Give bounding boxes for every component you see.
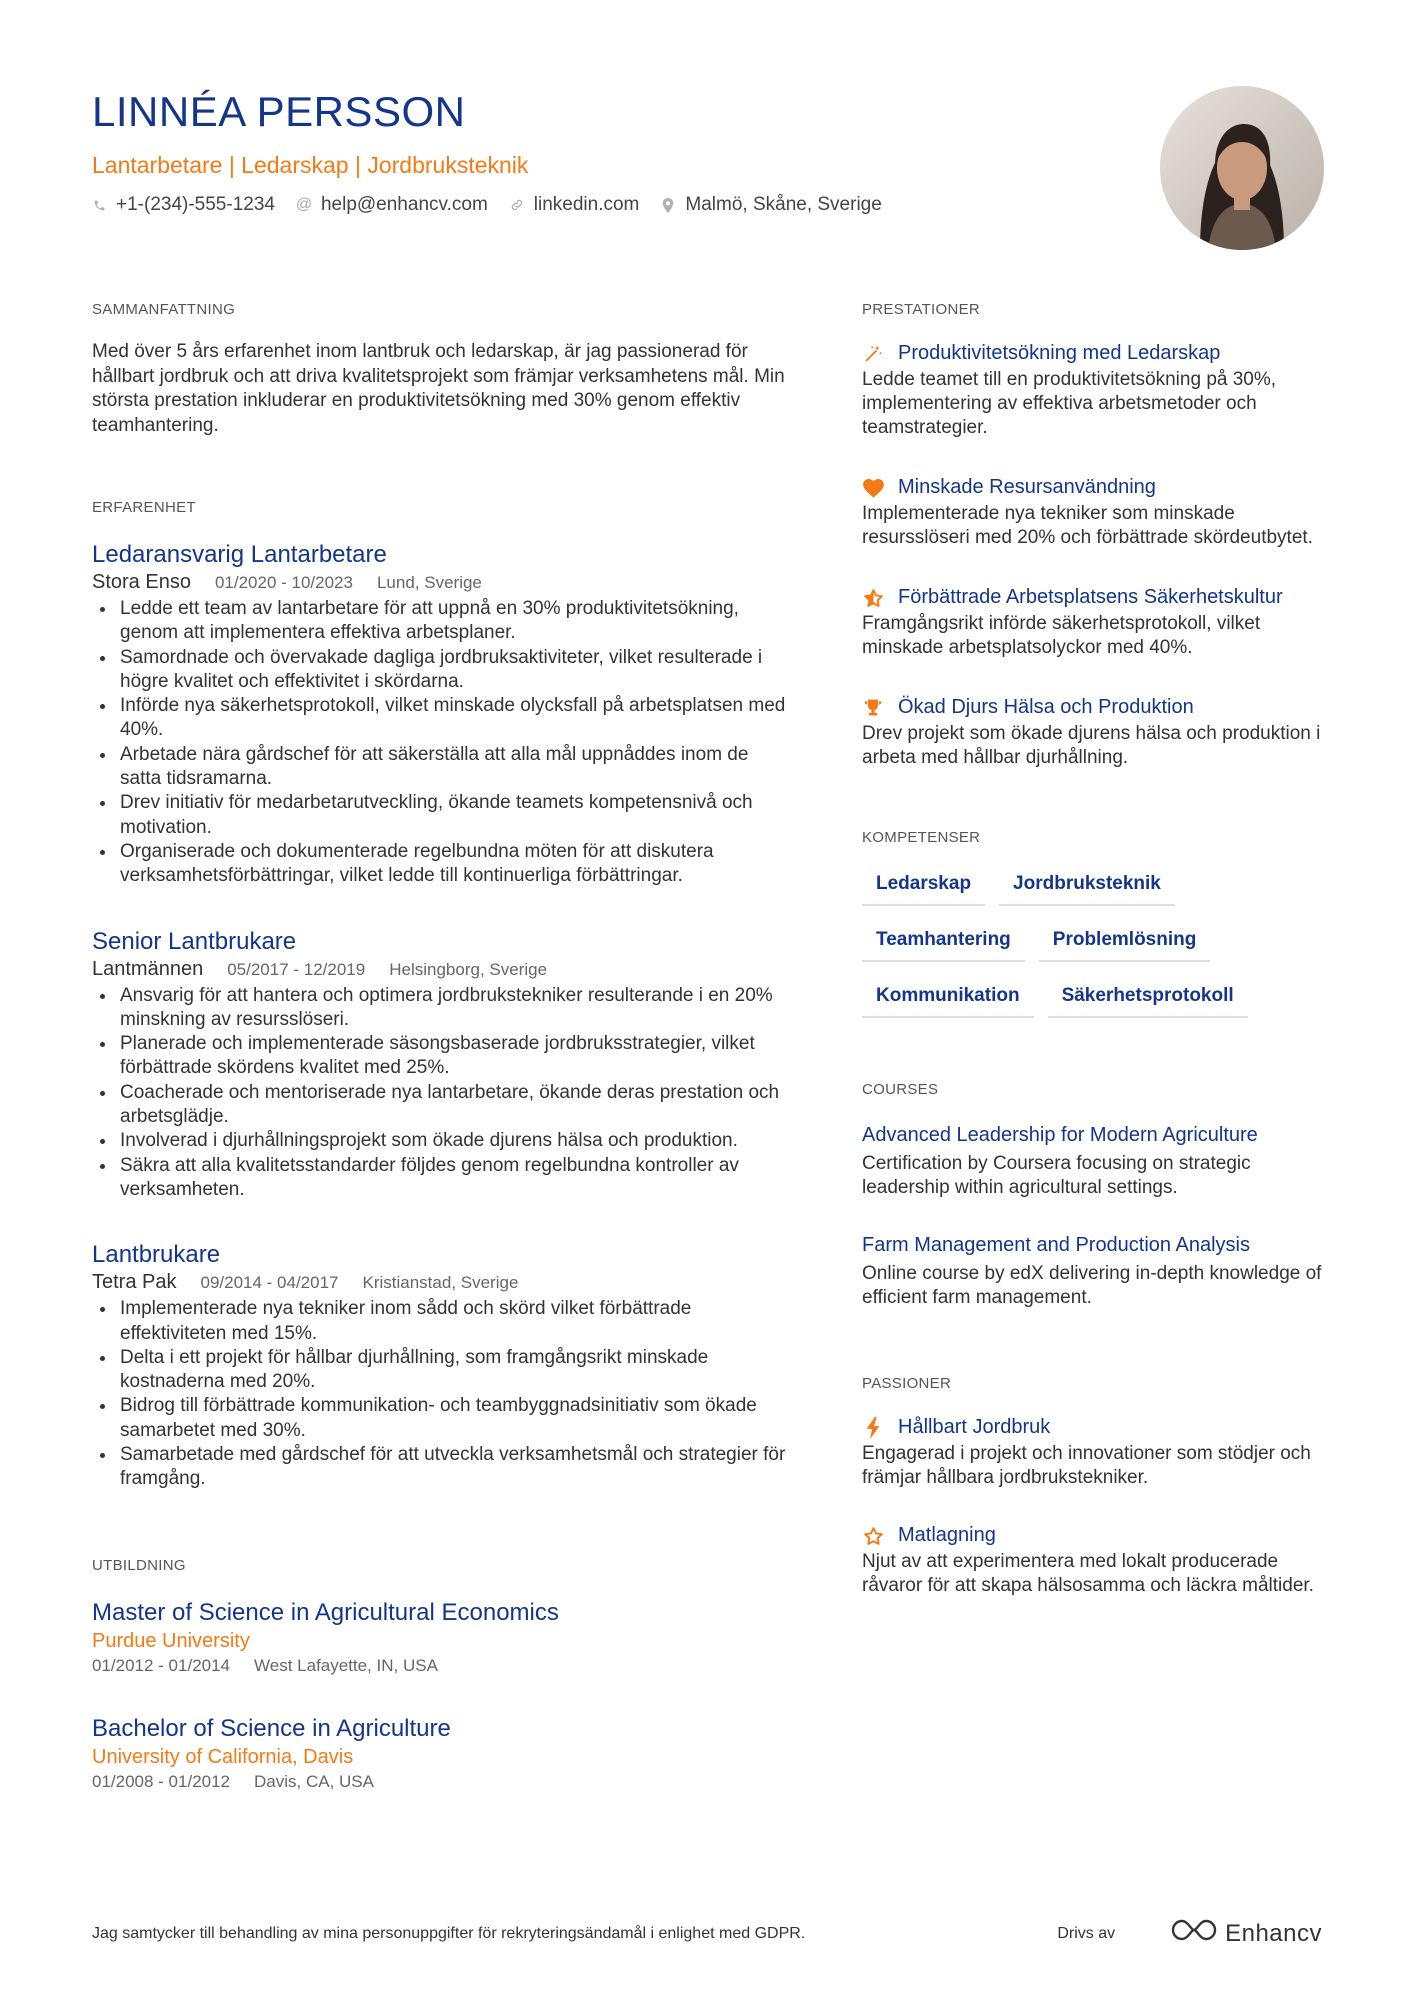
candidate-name: LINNÉA PERSSON	[92, 88, 466, 135]
profile-photo	[1160, 86, 1324, 250]
education-school: Purdue University	[92, 1629, 250, 1652]
job-bullet: Bidrog till förbättrade kommunikation- och teambyggnadsinitiativ som ökade samarbetet med 30%.	[92, 1394, 792, 1443]
job-bullet: Säkra att alla kvalitetsstandarder följdes genom regelbundna kontroller av verksamheten.	[92, 1154, 792, 1203]
heart-icon	[862, 476, 884, 500]
brand-name: Enhancv	[1225, 1919, 1322, 1947]
passion-title: Matlagning	[898, 1524, 996, 1546]
candidate-headline: Lantarbetare | Ledarskap | Jordbruksteknik	[92, 152, 529, 178]
achievement-item	[862, 694, 1332, 770]
job-entry	[92, 1240, 792, 1491]
passion-item	[862, 1522, 1332, 1598]
achievement-desc: Framgångsrikt införde säkerhetsprotokoll, vilket minskade arbetsplatsolyckor med 40%.	[862, 613, 1261, 658]
course-desc: Online course by edX delivering in-depth knowledge of efficient farm management.	[862, 1263, 1322, 1308]
location-pin-icon	[661, 198, 675, 212]
job-dates: 05/2017 - 12/2019	[227, 959, 366, 979]
education-dates: 01/2008 - 01/2012	[92, 1771, 231, 1791]
education-meta	[92, 1770, 792, 1794]
job-bullet: Organiserade och dokumenterade regelbundna möten för att diskutera verksamhetsförbättringar, vilket ledde till kontinuerliga förbättringar.	[92, 840, 792, 889]
summary-text: Med över 5 års erfarenhet inom lantbruk och ledarskap, är jag passionerad för hållbart jordbruk och att driva kvalitetsprojekt som främjar verksamhetens mål. Min största prestation inkluderar en produktivitetsökning med 30% genom effektiv teamhantering.	[92, 341, 785, 436]
course-title: Farm Management and Production Analysis	[862, 1234, 1250, 1256]
powered-by-label: Drivs av	[1057, 1924, 1116, 1942]
job-bullet: Införde nya säkerhetsprotokoll, vilket minskade olycksfall på arbetsplatsen med 40%.	[92, 694, 792, 743]
job-bullet: Coacherade och mentoriserade nya lantarbetare, ökande deras prestation och arbetsglädje.	[92, 1081, 792, 1130]
contact-location	[661, 192, 881, 218]
achievement-title: Förbättrade Arbetsplatsens Säkerhetskultur	[898, 586, 1283, 608]
job-bullet: Drev initiativ för medarbetarutveckling, ökande teamets kompetensnivå och motivation.	[92, 791, 792, 840]
achievement-title: Produktivitetsökning med Ledarskap	[898, 342, 1221, 364]
star-outline-icon	[862, 1524, 884, 1548]
passions-section	[862, 1374, 1332, 1598]
job-bullet: Delta i ett projekt för hållbar djurhållning, som framgångsrikt minskade kostnaderna med 20%.	[92, 1346, 792, 1395]
education-dates: 01/2012 - 01/2014	[92, 1655, 231, 1675]
achievement-item	[862, 340, 1332, 440]
passion-desc: Njut av att experimentera med lokalt producerade råvaror för att skapa hälsosamma och läckra måltider.	[862, 1551, 1314, 1596]
job-location: Lund, Sverige	[376, 573, 482, 592]
education-location: West Lafayette, IN, USA	[254, 1655, 438, 1675]
job-company: Tetra Pak	[92, 1271, 177, 1294]
education-meta	[92, 1654, 792, 1678]
achievement-desc: Ledde teamet till en produktivitetsökning på 30%, implementering av effektiva arbetsmetoder och teamstrategier.	[862, 369, 1277, 438]
passion-item	[862, 1414, 1332, 1490]
job-bullets	[92, 984, 792, 1203]
job-bullet: Ansvarig för att hantera och optimera jordbrukstekniker resulterande i en 20% minskning av resursslöseri.	[92, 984, 792, 1033]
education-entry	[92, 1714, 792, 1794]
location-text: Malmö, Skåne, Sverige	[685, 194, 882, 215]
job-company: Stora Enso	[92, 571, 191, 593]
achievements-title: PRESTATIONER	[862, 301, 981, 318]
education-section	[92, 1556, 792, 1794]
skill-tag: Problemlösning	[1039, 920, 1211, 962]
skills-section	[862, 828, 1332, 1018]
education-entry	[92, 1598, 792, 1678]
job-bullets	[92, 597, 792, 889]
summary-title: SAMMANFATTNING	[92, 301, 236, 318]
education-school: University of California, Davis	[92, 1745, 354, 1768]
job-location: Kristianstad, Sverige	[362, 1273, 519, 1293]
contact-linkedin[interactable]	[510, 192, 640, 218]
job-dates: 01/2020 - 10/2023	[214, 573, 353, 592]
job-title: Ledaransvarig Lantarbetare	[92, 541, 387, 568]
skill-tag: Jordbruksteknik	[999, 864, 1175, 906]
education-degree: Master of Science in Agricultural Economics	[92, 1598, 559, 1626]
resume-header	[92, 86, 1092, 218]
achievement-item	[862, 584, 1332, 660]
job-meta	[92, 1270, 792, 1295]
link-icon	[510, 198, 524, 212]
course-desc: Certification by Coursera focusing on strategic leadership within agricultural settings.	[862, 1153, 1251, 1198]
job-entry	[92, 540, 792, 889]
contact-phone[interactable]	[92, 192, 275, 218]
footer	[92, 1918, 1322, 1949]
skill-tag: Ledarskap	[862, 864, 985, 906]
job-bullet: Ledde ett team av lantarbetare för att uppnå en 30% produktivitetsökning, genom att implementera effektiva arbetsplaner.	[92, 597, 792, 646]
experience-title: ERFARENHET	[92, 499, 196, 516]
brand-logo[interactable]	[1171, 1918, 1322, 1949]
job-bullet: Planerade och implementerade säsongsbaserade jordbruksstrategier, vilket förbättrade skördens kvalitet med 25%.	[92, 1032, 792, 1081]
linkedin-text: linkedin.com	[533, 194, 640, 215]
trophy-icon	[862, 696, 884, 720]
education-title: UTBILDNING	[92, 1556, 186, 1574]
job-location: Helsingborg, Sverige	[389, 959, 548, 979]
achievement-item	[862, 474, 1332, 550]
passions-title: PASSIONER	[862, 1375, 952, 1392]
course-item	[862, 1122, 1332, 1200]
job-bullet: Samordnade och övervakade dagliga jordbruksaktiviteter, vilket resulterade i högre kvalitet och effektivitet i skördarna.	[92, 646, 792, 695]
lightning-icon	[862, 1416, 884, 1440]
achievement-title: Minskade Resursanvändning	[898, 476, 1156, 498]
job-title: Lantbrukare	[92, 1241, 221, 1269]
course-item	[862, 1232, 1332, 1310]
job-meta	[92, 957, 792, 982]
job-bullet: Samarbetade med gårdschef för att utveckla verksamhetsmål och strategier för framgång.	[92, 1443, 792, 1492]
magic-wand-icon	[862, 342, 884, 366]
passion-title: Hållbart Jordbruk	[898, 1416, 1051, 1438]
at-icon: @	[295, 196, 313, 213]
job-company: Lantmännen	[92, 957, 204, 980]
phone-icon	[92, 198, 106, 212]
job-title: Senior Lantbrukare	[92, 927, 297, 955]
skills-title: KOMPETENSER	[862, 829, 981, 846]
education-location: Davis, CA, USA	[254, 1771, 374, 1791]
job-dates: 09/2014 - 04/2017	[200, 1273, 339, 1293]
achievement-desc: Implementerade nya tekniker som minskade resursslöseri med 20% och förbättrade skördeutbytet.	[862, 503, 1313, 548]
summary-section	[92, 300, 792, 438]
job-bullet: Implementerade nya tekniker inom sådd och skörd vilket förbättrade effektiviteten med 15%.	[92, 1297, 792, 1346]
courses-title: COURSES	[862, 1081, 939, 1098]
achievement-title: Ökad Djurs Hälsa och Produktion	[898, 696, 1194, 718]
skill-tag: Säkerhetsprotokoll	[1048, 976, 1248, 1018]
contact-info	[92, 192, 1092, 218]
contact-email[interactable]	[297, 192, 488, 218]
phone-text: +1-(234)-555-1234	[116, 194, 275, 215]
right-column	[862, 300, 1332, 1598]
achievements-section	[862, 300, 1332, 770]
gdpr-consent: Jag samtycker till behandling av mina personuppgifter för rekryteringsändamål i enlighet med GDPR.	[92, 1924, 806, 1942]
skills-list	[862, 864, 1302, 1018]
courses-section	[862, 1080, 1332, 1310]
achievement-desc: Drev projekt som ökade djurens hälsa och produktion i arbeta med hållbar djurhållning.	[862, 723, 1321, 768]
passion-desc: Engagerad i projekt och innovationer som stödjer och främjar hållbara jordbrukstekniker.	[862, 1443, 1311, 1488]
course-title: Advanced Leadership for Modern Agriculture	[862, 1124, 1258, 1146]
job-bullet: Arbetade nära gårdschef för att säkerställa att alla mål uppnåddes inom de satta tidsramarna.	[92, 743, 792, 792]
skill-tag: Teamhantering	[862, 920, 1025, 962]
education-degree: Bachelor of Science in Agriculture	[92, 1714, 451, 1742]
experience-section	[92, 498, 792, 1492]
left-column	[92, 300, 792, 1794]
job-meta	[92, 570, 792, 595]
star-half-icon	[862, 586, 884, 610]
job-entry	[92, 927, 792, 1203]
job-bullets	[92, 1297, 792, 1491]
job-bullet: Involverad i djurhållningsprojekt som ökade djurens hälsa och produktion.	[92, 1129, 792, 1153]
skill-tag: Kommunikation	[862, 976, 1034, 1018]
email-text: help@enhancv.com	[320, 194, 488, 215]
enhancv-logo-icon	[1171, 1918, 1217, 1949]
